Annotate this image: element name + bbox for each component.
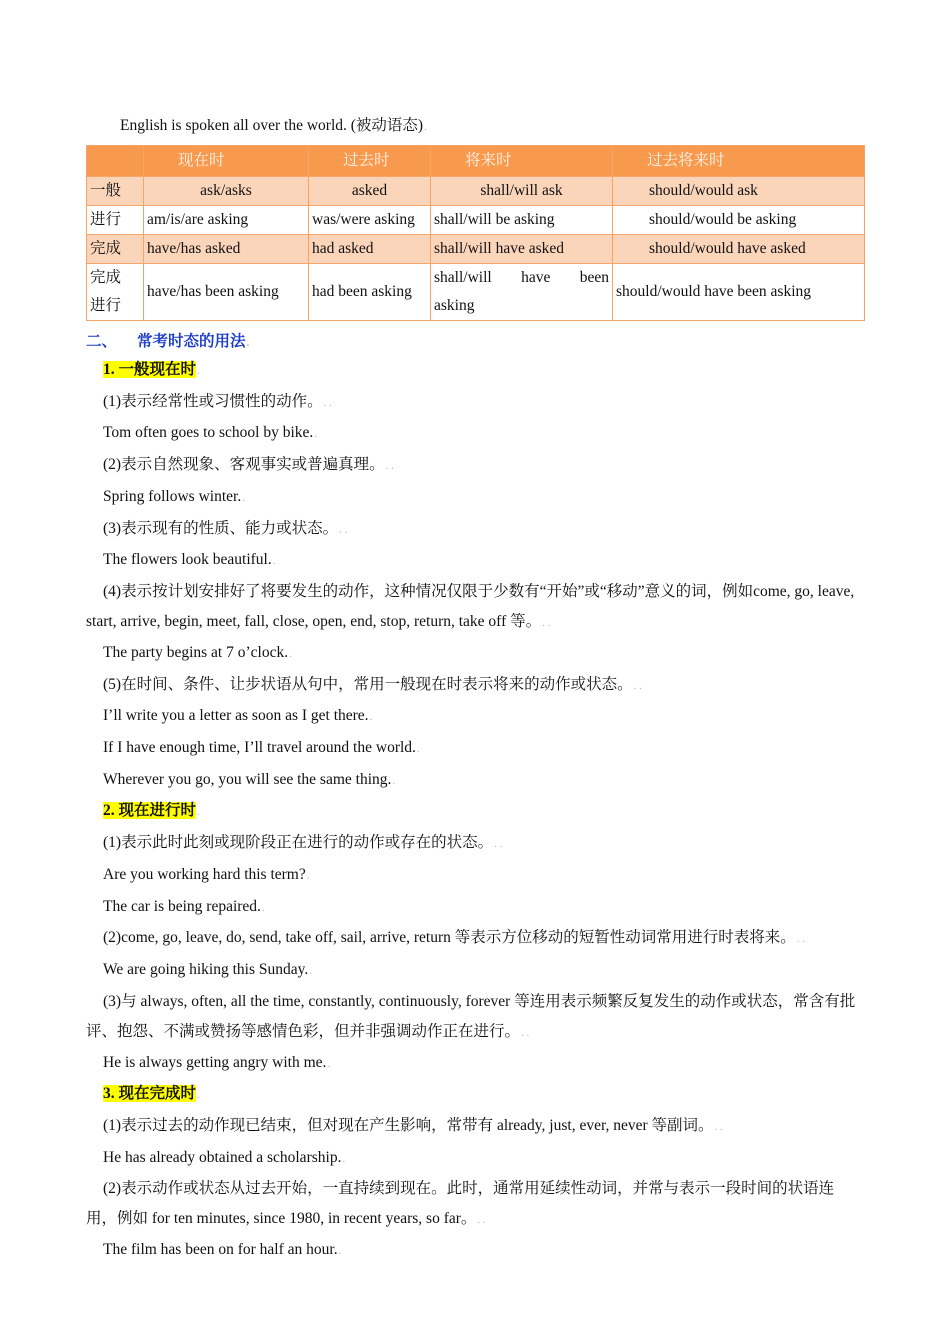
intro-text: English is spoken all over the world. (被动语态) bbox=[120, 117, 424, 134]
paragraph-mark: . . bbox=[323, 396, 332, 409]
header-cell-past: 过去时 bbox=[309, 146, 431, 177]
paragraph-mark: . bbox=[289, 647, 292, 660]
table-cell: had been asking bbox=[309, 264, 431, 321]
paragraph-text: (2)come, go, leave, do, send, take off, sail, arrive, return 等表示方位移动的短暂性动词常用进行时表将来。 bbox=[103, 929, 796, 947]
paragraph-text: (3)表示现有的性质、能力或状态。 bbox=[103, 519, 339, 537]
table-cell: asked bbox=[309, 177, 431, 206]
section-number: 二、 bbox=[86, 333, 118, 350]
paragraph bbox=[86, 1174, 864, 1235]
example bbox=[86, 545, 864, 577]
word: have bbox=[521, 269, 551, 286]
word: shall/will bbox=[434, 269, 492, 286]
paragraph-text: (3)与 always, often, all the time, constantly, continuously, forever 等连用表示频繁反复发生的动作或状态，常含有批评、抱怨、不满或赞扬等感情色彩，但并非强调动作正在进行。 bbox=[86, 992, 856, 1040]
paragraph-mark: . bbox=[309, 964, 312, 977]
example bbox=[86, 955, 864, 987]
table-cell: shall/will ask bbox=[431, 177, 613, 206]
paragraph-mark: . . bbox=[714, 1121, 723, 1134]
subheading bbox=[86, 796, 864, 828]
paragraph bbox=[86, 828, 864, 860]
table-cell: was/were asking bbox=[309, 206, 431, 235]
paragraph-text: (4)表示按计划安排好了将要发生的动作，这种情况仅限于少数有“开始”或“移动”意义的词，例如come, go, leave, start, arrive, begin, meet, fall, close, open, end, stop, return, take off 等。 bbox=[86, 582, 855, 630]
example bbox=[86, 1048, 864, 1080]
example bbox=[86, 1143, 864, 1175]
paragraph-text: (2)表示自然现象、客观事实或普遍真理。 bbox=[103, 456, 385, 474]
example bbox=[86, 482, 864, 514]
paragraph-text: (1)表示过去的动作现已结束，但对现在产生影响，常带有 already, just, ever, never 等副词。 bbox=[103, 1117, 714, 1135]
paragraph-mark: . . bbox=[521, 1026, 530, 1039]
paragraph bbox=[86, 670, 864, 702]
table-cell: ask/asks bbox=[144, 177, 309, 206]
paragraph bbox=[86, 1111, 864, 1143]
subheading-text: 3. 现在完成时 bbox=[103, 1085, 197, 1103]
paragraph-mark: . bbox=[272, 555, 276, 568]
section-heading bbox=[86, 330, 864, 355]
example-text: If I have enough time, I’ll travel around the world. bbox=[103, 739, 416, 757]
example-text: He has already obtained a scholarship. bbox=[103, 1148, 342, 1166]
example-text: Spring follows winter. bbox=[103, 487, 242, 505]
table-header-row bbox=[87, 146, 865, 177]
paragraph bbox=[86, 987, 864, 1048]
paragraph-text: (1)表示此时此刻或现阶段正在进行的动作或存在的状态。 bbox=[103, 834, 494, 852]
example-text: He is always getting angry with me. bbox=[103, 1053, 327, 1071]
subheading bbox=[86, 1079, 864, 1111]
example bbox=[86, 418, 864, 450]
example-text: Tom often goes to school by bike. bbox=[103, 424, 314, 442]
paragraph-mark: . . bbox=[542, 616, 551, 629]
example bbox=[86, 1235, 864, 1267]
example bbox=[86, 765, 864, 797]
header-cell-past-future: 过去将来时 bbox=[613, 146, 865, 177]
example bbox=[86, 733, 864, 765]
table-row bbox=[87, 235, 865, 264]
paragraph-mark: . bbox=[416, 743, 420, 756]
row-label-line: 进行 bbox=[90, 297, 122, 314]
paragraph-mark: . . bbox=[633, 679, 642, 692]
paragraph-mark: . bbox=[342, 1152, 346, 1165]
row-label-line: 完成 bbox=[90, 269, 122, 286]
paragraph bbox=[86, 387, 864, 419]
paragraph-mark: . bbox=[306, 869, 310, 882]
paragraph-mark: . bbox=[261, 901, 265, 914]
paragraph-mark: . bbox=[424, 121, 427, 133]
table-cell: should/would ask bbox=[613, 177, 865, 206]
justified-line bbox=[434, 264, 609, 292]
example bbox=[86, 892, 864, 924]
paragraph-mark: . bbox=[314, 428, 318, 441]
table-cell: shall/will be asking bbox=[431, 206, 613, 235]
section-title: 常考时态的用法 bbox=[137, 333, 246, 350]
example bbox=[86, 638, 864, 670]
paragraph-mark: . . bbox=[494, 838, 503, 851]
paragraph-mark: . . bbox=[339, 523, 348, 536]
table-row bbox=[87, 264, 865, 321]
example-text: We are going hiking this Sunday. bbox=[103, 960, 309, 978]
table-cell: had asked bbox=[309, 235, 431, 264]
table-row bbox=[87, 177, 865, 206]
example bbox=[86, 860, 864, 892]
table-row bbox=[87, 206, 865, 235]
example bbox=[86, 701, 864, 733]
paragraph-mark: . bbox=[197, 806, 200, 819]
paragraph bbox=[86, 923, 864, 955]
example-text: The flowers look beautiful. bbox=[103, 551, 272, 569]
example-text: Are you working hard this term? bbox=[103, 865, 306, 883]
paragraph bbox=[86, 577, 864, 638]
paragraph-mark: . bbox=[246, 337, 250, 349]
paragraph-mark: . bbox=[197, 365, 200, 377]
row-label: 一般 bbox=[87, 177, 144, 206]
paragraph bbox=[86, 450, 864, 482]
table-cell: have/has asked bbox=[144, 235, 309, 264]
intro-sentence bbox=[120, 116, 427, 137]
example-text: The party begins at 7 o’clock. bbox=[103, 643, 289, 661]
main-content bbox=[86, 330, 864, 1267]
example-text: I’ll write you a letter as soon as I get there. bbox=[103, 707, 369, 725]
word: been bbox=[579, 269, 609, 286]
paragraph-mark: . bbox=[327, 1057, 331, 1070]
paragraph-mark: . . bbox=[385, 460, 394, 473]
table-cell: am/is/are asking bbox=[144, 206, 309, 235]
paragraph bbox=[86, 514, 864, 546]
header-cell-empty bbox=[87, 146, 144, 177]
header-cell-present: 现在时 bbox=[144, 146, 309, 177]
paragraph-text: (2)表示动作或状态从过去开始，一直持续到现在。此时，通常用延续性动词，并常与表示一段时间的状语连用，例如 for ten minutes, since 1980, in recent years, so far。 bbox=[86, 1180, 835, 1228]
subheading-text: 1. 一般现在时 bbox=[103, 361, 197, 378]
paragraph-mark: . . bbox=[477, 1214, 486, 1227]
table-cell: should/would be asking bbox=[613, 206, 865, 235]
paragraph-mark: . bbox=[392, 774, 396, 787]
paragraph-mark: . . bbox=[796, 933, 806, 946]
table-cell: have/has been asking bbox=[144, 264, 309, 321]
row-label bbox=[87, 264, 144, 321]
table-cell: shall/will have asked bbox=[431, 235, 613, 264]
example-text: The film has been on for half an hour. bbox=[103, 1241, 338, 1259]
paragraph-mark: . bbox=[338, 1245, 342, 1258]
table-cell bbox=[431, 264, 613, 321]
table-cell: should/would have asked bbox=[613, 235, 865, 264]
paragraph-text: (1)表示经常性或习惯性的动作。 bbox=[103, 392, 323, 410]
subheading-text: 2. 现在进行时 bbox=[103, 802, 197, 820]
table-cell: should/would have been asking bbox=[613, 264, 865, 321]
word: asking bbox=[434, 297, 475, 314]
paragraph-text: (5)在时间、条件、让步状语从句中，常用一般现在时表示将来的动作或状态。 bbox=[103, 675, 633, 693]
paragraph-mark: . bbox=[197, 1089, 200, 1102]
example-text: The car is being repaired. bbox=[103, 897, 261, 915]
row-label: 进行 bbox=[87, 206, 144, 235]
tense-table bbox=[86, 145, 865, 321]
example-text: Wherever you go, you will see the same thing. bbox=[103, 770, 392, 788]
row-label: 完成 bbox=[87, 235, 144, 264]
subheading bbox=[86, 355, 864, 387]
paragraph-mark: . bbox=[242, 491, 245, 504]
paragraph-mark: . bbox=[369, 711, 373, 724]
header-cell-future: 将来时 bbox=[431, 146, 613, 177]
